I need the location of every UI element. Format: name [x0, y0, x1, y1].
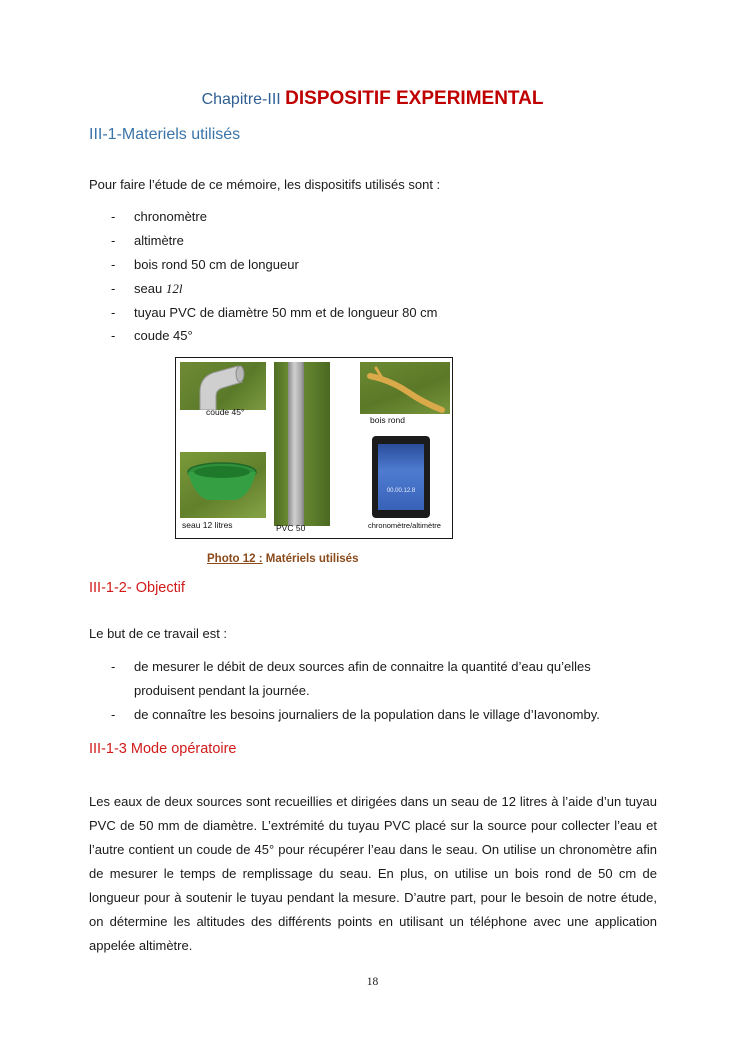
mode-operatoire-paragraph: Les eaux de deux sources sont recueillies et dirigées dans un seau de 12 litres à l’aide d’un tuyau PVC de 50 mm de diamètre. L’extrémité du tuyau PVC placé sur la source pour collecter l’eau et l’autre contient un coude de 45° pour récupérer l’eau dans le seau. On utilise un chronomètre afin de mesurer le temps de remplissage du seau. En plus, on utilise un bois rond de 50 cm de longueur pour à soutenir le tuyau pendant la mesure. D’autre part, pour le besoin de notre étude, on détermine les altitudes des différents points en utilisant un téléphone avec une application appelée altimètre.	[89, 794, 657, 953]
pvc-pipe-shape	[288, 362, 304, 526]
seau-photo	[180, 452, 266, 518]
chrono-label: chronomètre/altimètre	[368, 521, 441, 530]
list-bullet: -	[111, 209, 116, 224]
list-bullet: -	[111, 328, 116, 343]
chapter-title	[0, 88, 745, 110]
list-bullet: -	[111, 281, 116, 296]
materials-photo	[175, 357, 453, 539]
intro-paragraph: Pour faire l’étude de ce mémoire, les dispositifs utilisés sont :	[89, 177, 441, 192]
page-number: 18	[366, 976, 379, 988]
objectif-item-line: de connaître les besoins journaliers de la population dans le village d’Iavonomby.	[134, 707, 600, 722]
list-bullet: -	[111, 257, 116, 272]
chapter-main-title: DISPOSITIF EXPERIMENTAL	[285, 88, 544, 109]
seau-label: seau 12 litres	[182, 520, 233, 530]
elbow-pipe-illustration	[180, 362, 266, 410]
photo-caption	[207, 553, 358, 565]
pvc-label: PVC 50	[276, 523, 306, 533]
caption-text: Matériels utilisés	[262, 553, 359, 565]
section-heading-mode-operatoire: III-1-3 Mode opératoire	[89, 741, 237, 757]
list-item: altimètre	[134, 233, 184, 248]
math-volume: 12l	[165, 281, 183, 296]
caption-label: Photo 12 :	[207, 553, 263, 565]
list-bullet: -	[111, 233, 116, 248]
chrono-photo	[372, 436, 430, 518]
list-item: chronomètre	[134, 209, 207, 224]
bois-photo	[360, 362, 450, 414]
list-item	[134, 281, 182, 297]
section-heading-objectif: III-1-2- Objectif	[89, 580, 185, 596]
list-item: coude 45°	[134, 328, 193, 343]
wood-stick-illustration	[360, 362, 450, 414]
list-bullet: -	[111, 305, 116, 320]
coude-photo	[180, 362, 266, 410]
phone-screen	[378, 444, 424, 510]
bucket-illustration	[180, 452, 266, 518]
list-bullet: -	[111, 707, 116, 722]
objectif-intro: Le but de ce travail est :	[89, 626, 228, 641]
objectif-item-line: de mesurer le débit de deux sources afin de connaitre la quantité d’eau qu’elles	[134, 659, 591, 674]
objectif-item-line: produisent pendant la journée.	[134, 683, 310, 698]
section-heading-materials: III-1-Materiels utilisés	[89, 126, 241, 143]
bois-label: bois rond	[370, 415, 405, 425]
coude-label: coude 45°	[206, 407, 245, 417]
chapter-prefix: Chapitre-III	[201, 91, 286, 108]
list-bullet: -	[111, 659, 116, 674]
chrono-reading: 00.00.12.8	[386, 488, 416, 494]
list-item-text: seau	[134, 281, 166, 296]
pvc-photo	[274, 362, 330, 526]
list-item: bois rond 50 cm de longueur	[134, 257, 299, 272]
list-item: tuyau PVC de diamètre 50 mm et de longueur 80 cm	[134, 305, 438, 320]
